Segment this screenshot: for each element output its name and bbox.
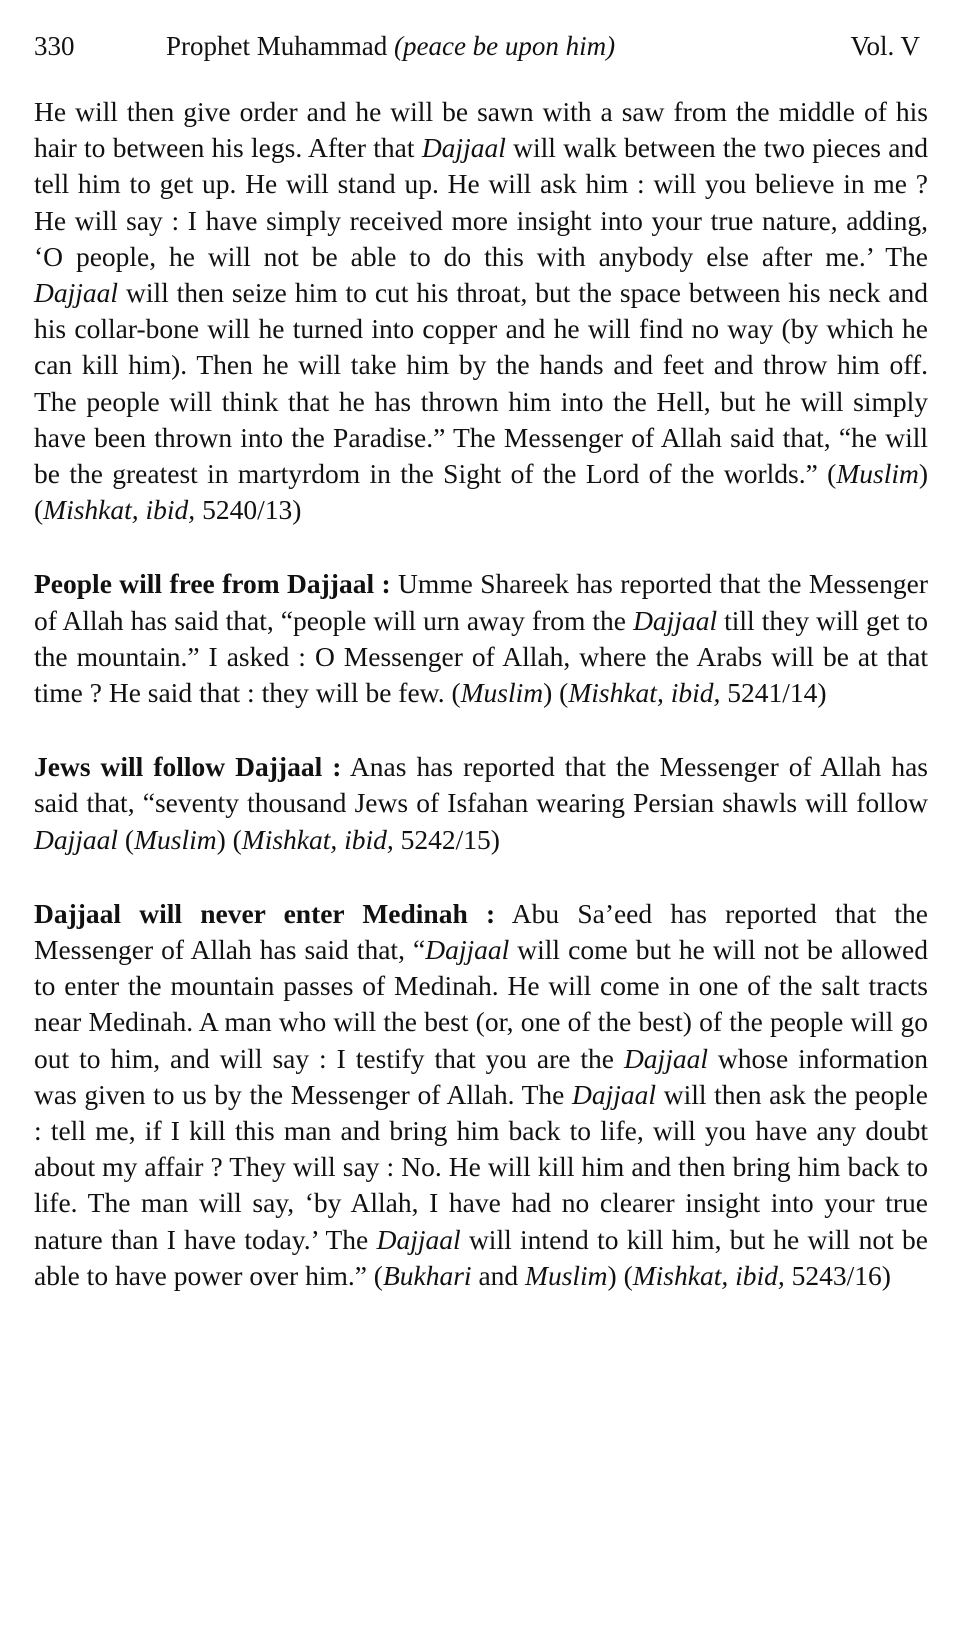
paragraph-text: whose information was given to us by the Messenger of Allah. The bbox=[34, 1042, 928, 1110]
book-page bbox=[34, 26, 928, 1332]
running-header bbox=[34, 26, 928, 66]
italic-text: Muslim bbox=[525, 1259, 608, 1291]
paragraph-text: 5243/16) bbox=[784, 1259, 891, 1291]
paragraph-jews-follow-dajjaal bbox=[34, 749, 928, 858]
running-title-italic: (peace be upon him) bbox=[393, 31, 616, 61]
italic-text: Muslim bbox=[460, 677, 544, 709]
paragraph-text: ) ( bbox=[543, 677, 569, 709]
paragraph-heading: People will free from Dajjaal : bbox=[34, 568, 391, 600]
italic-text: Dajjaal bbox=[572, 1078, 657, 1110]
paragraph-text: ) ( bbox=[216, 823, 242, 855]
italic-text: Dajjaal bbox=[633, 604, 718, 636]
volume-label: Vol. V bbox=[850, 31, 920, 61]
page-body bbox=[34, 94, 928, 1294]
paragraph-heading: Jews will follow Dajjaal : bbox=[34, 751, 342, 783]
paragraph-heading: Dajjaal will never enter Medinah : bbox=[34, 897, 496, 929]
running-title-main: Prophet Muhammad bbox=[166, 31, 394, 61]
paragraph-text: will then ask the people : tell me, if I kill this man and bring him back to life, will you have any doubt about my affair ? They will say : No. He will kill him and then bring him back to life. The man will say, ‘by Allah, I have had no clearer insight into your true nature than I have today.’ The bbox=[34, 1078, 928, 1255]
italic-text: Mishkat, ibid, bbox=[241, 823, 394, 855]
paragraph-text: 5241/14) bbox=[720, 677, 827, 709]
italic-text: Dajjaal bbox=[34, 277, 119, 309]
paragraph-text: will walk between the two pieces and tell him to get up. He will stand up. He will ask him : will you believe in me ? He will say : I have simply received more insight into your true nature, adding, ‘O people, he will not be able to do this with anybody else after me.’ The bbox=[34, 132, 928, 272]
paragraph-dajjaal-never-enter-medinah bbox=[34, 896, 928, 1294]
paragraph-text: Umme Shareek has reported that the Messenger of Allah has said that, “people will urn away from the bbox=[34, 568, 929, 636]
running-title bbox=[166, 26, 615, 66]
paragraph-text: 5240/13) bbox=[195, 494, 302, 526]
italic-text: Dajjaal bbox=[376, 1223, 461, 1255]
paragraph-text: will then seize him to cut his throat, but the space between his neck and his collar-bone will he turned into copper and he will find no way (by which he can kill him). Then he will take him by the hands and feet and throw him off. The people will think that he has thrown him into the Hell, but he will simply have been thrown into the Paradise.” The Messenger of Allah said that, “he will be the greatest in martyrdom in the Sight of the Lord of the worlds.” ( bbox=[34, 277, 928, 490]
italic-text: Mishkat, ibid, bbox=[632, 1259, 785, 1291]
paragraph-text: will intend to kill him, but he will not be able to have power over him.” ( bbox=[34, 1223, 928, 1291]
italic-text: Muslim bbox=[836, 458, 919, 490]
paragraph-text: Anas has reported that the Messenger of Allah has said that, “seventy thousand Jews of Isfahan wearing Persian shawls will follow bbox=[34, 751, 928, 819]
italic-text: Bukhari bbox=[382, 1259, 472, 1291]
paragraph-text: ( bbox=[118, 823, 135, 855]
paragraph-text: ) ( bbox=[34, 458, 928, 526]
italic-text: Mishkat, ibid, bbox=[43, 494, 196, 526]
paragraph-text: and bbox=[471, 1259, 526, 1291]
paragraph-text: 5242/15) bbox=[393, 823, 500, 855]
italic-text: Dajjaal bbox=[421, 132, 506, 164]
paragraph-sawn-martyrdom bbox=[34, 94, 928, 528]
paragraph-text: ) ( bbox=[607, 1259, 633, 1291]
italic-text: Muslim bbox=[134, 823, 217, 855]
paragraph-text: Abu Sa’eed has reported that the Messenger of Allah has said that, “ bbox=[34, 897, 928, 966]
page-number: 330 bbox=[34, 31, 75, 61]
italic-text: Mishkat, ibid, bbox=[568, 677, 721, 709]
paragraph-text: till they will get to the mountain.” I asked : O Messenger of Allah, where the Arabs will be at that time ? He said that : they will be few. ( bbox=[34, 604, 928, 709]
paragraph-people-free-from-dajjaal bbox=[34, 566, 928, 711]
italic-text: Dajjaal bbox=[623, 1042, 708, 1074]
paragraph-text: will come but he will not be allowed to enter the mountain passes of Medinah. He will come in one of the salt tracts near Medinah. A man who will the best (or, one of the best) of the people will go out to him, and will say : I testify that you are the bbox=[34, 934, 929, 1074]
paragraph-text: He will then give order and he will be sawn with a saw from the middle of his hair to between his legs. After that bbox=[34, 96, 928, 164]
italic-text: Dajjaal bbox=[34, 823, 119, 855]
italic-text: Dajjaal bbox=[425, 934, 510, 966]
